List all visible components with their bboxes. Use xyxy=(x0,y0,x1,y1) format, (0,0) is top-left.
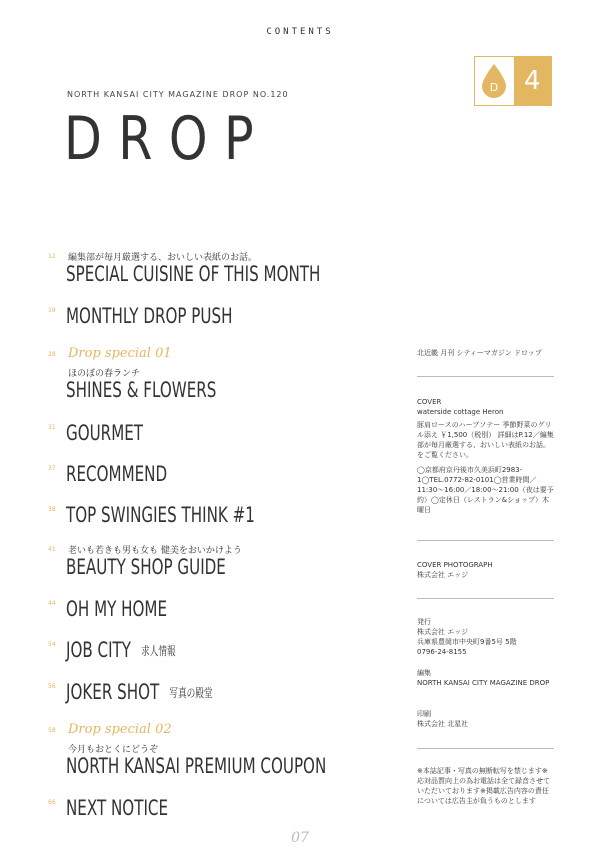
cover-info: ◯京都府京丹後市久美浜町2983-1◯TEL.0772-82-0101◯営業時間／11:30〜16:00／18:00〜21:00（夜は要予約）◯定休日（レストラン&ショップ）木曜日 xyxy=(417,466,554,514)
toc-page-number: 37 xyxy=(48,465,56,472)
toc-title: NEXT NOTICE xyxy=(66,796,169,820)
toc-title: SHINES & FLOWERS xyxy=(66,378,217,402)
toc-page-number: 28 xyxy=(48,351,56,358)
cover-label: COVER xyxy=(417,398,442,406)
toc-title: SPECIAL CUISINE OF THIS MONTH xyxy=(66,262,321,286)
editor-name: NORTH KANSAI CITY MAGAZINE DROP xyxy=(417,679,550,687)
issue-badge xyxy=(474,56,552,106)
drop-icon xyxy=(475,57,514,105)
toc-page-number: 66 xyxy=(48,799,56,806)
issue-number: 4 xyxy=(514,57,552,105)
toc-description: 老いも若きも男も女も 健美をおいかけよう xyxy=(68,546,242,556)
page-title: DROP xyxy=(64,104,271,174)
toc-page-number: 58 xyxy=(48,727,56,734)
toc-title xyxy=(66,638,176,663)
toc-title: TOP SWINGIES THINK #1 xyxy=(66,503,255,527)
cover-description: 豚肩ロースのハーブソテー 季節野菜のグリル添え ￥1,500（税別） 詳細はP.12／編集部が毎月厳選する、おいしい表紙のお話。をご覧ください。 xyxy=(417,421,554,459)
toc-page-number: 41 xyxy=(48,546,56,553)
toc-page-number: 56 xyxy=(48,683,56,690)
toc-page-number: 44 xyxy=(48,600,56,607)
toc-page-number: 38 xyxy=(48,506,56,513)
toc-title: MONTHLY DROP PUSH xyxy=(66,304,233,328)
publisher-tel: 0796-24-8155 xyxy=(417,648,467,656)
toc-title: RECOMMEND xyxy=(66,462,168,486)
print-company: 株式会社 北星社 xyxy=(417,720,469,728)
toc-title: OH MY HOME xyxy=(66,597,168,621)
toc-page-number: 31 xyxy=(48,424,56,431)
toc-page-number: 12 xyxy=(48,253,56,260)
page-number: 07 xyxy=(291,830,309,846)
legal-notice: ※本誌記事・写真の無断転写を禁じます※応対品質向上の為お電話は全て録音させていただいております※掲載広告内容の責任については広告主が負うものとします xyxy=(417,767,550,805)
issue-letter: D xyxy=(489,81,499,94)
divider xyxy=(417,748,554,749)
toc-page-number: 54 xyxy=(48,641,56,648)
toc-description: ほのぼの春ランチ xyxy=(68,369,141,379)
divider xyxy=(417,376,554,377)
publisher-label: 発行 xyxy=(417,618,431,626)
toc-description: 編集部が毎月厳選する、おいしい表紙のお話。 xyxy=(68,253,258,263)
toc-title: BEAUTY SHOP GUIDE xyxy=(66,555,226,579)
divider xyxy=(417,540,554,541)
divider xyxy=(417,598,554,599)
magazine-subtitle: NORTH KANSAI CITY MAGAZINE DROP NO.120 xyxy=(67,90,289,99)
editor-label: 編集 xyxy=(417,669,431,677)
publisher-address: 兵庫県豊岡市中央町9番5号 5階 xyxy=(417,638,517,646)
photo-company: 株式会社 エッジ xyxy=(417,571,469,579)
toc-title: GOURMET xyxy=(66,421,144,445)
toc-description: 今月もおとくにどうぞ xyxy=(68,745,159,755)
photo-label: COVER PHOTOGRAPH xyxy=(417,561,493,569)
magazine-name-jp: 北近畿 月刊 シティーマガジン ドロップ xyxy=(417,349,542,357)
contents-label: CONTENTS xyxy=(266,27,334,37)
toc-page-number: 19 xyxy=(48,307,56,314)
toc-tag: 写真の殿堂 xyxy=(169,686,213,700)
toc-tag: 求人情報 xyxy=(141,644,176,658)
toc-title-text: JOB CITY xyxy=(66,638,132,662)
publisher-company: 株式会社 エッジ xyxy=(417,628,469,636)
print-label: 印刷 xyxy=(417,710,431,718)
cover-place: waterside cottage Heron xyxy=(417,408,504,416)
toc-title-text: JOKER SHOT xyxy=(66,680,160,704)
toc-title: NORTH KANSAI PREMIUM COUPON xyxy=(66,754,327,778)
toc-kicker: Drop special 01 xyxy=(68,346,172,361)
toc-kicker: Drop special 02 xyxy=(68,722,172,737)
toc-title xyxy=(66,680,213,705)
